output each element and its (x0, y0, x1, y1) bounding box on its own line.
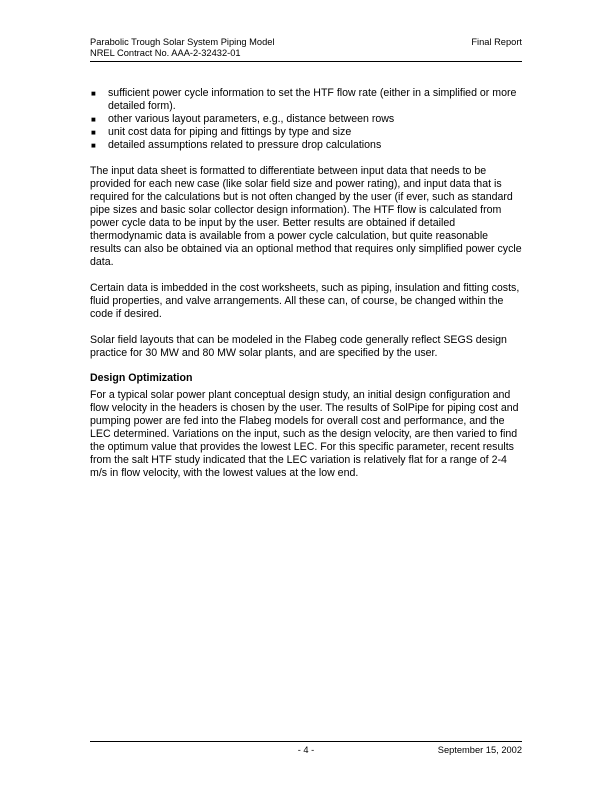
page-number: - 4 - (297, 745, 315, 755)
list-item (90, 113, 522, 126)
square-bullet-icon: ■ (91, 115, 96, 124)
header-report-label: Final Report (471, 37, 522, 47)
footer-divider (90, 741, 522, 742)
paragraph-cost-worksheets: Certain data is imbedded in the cost worksheets, such as piping, insulation and fitting costs, fluid properties, and valve arrangements. All these can, of course, be changed within the code if desired. (90, 282, 520, 320)
list-item-text: other various layout parameters, e.g., distance between rows (108, 113, 395, 125)
page-header (90, 37, 522, 63)
square-bullet-icon: ■ (91, 128, 96, 137)
report-date: September 15, 2002 (437, 745, 522, 755)
page-body (90, 87, 522, 480)
header-title-line2: NREL Contract No. AAA-2-32432-01 (90, 48, 241, 58)
square-bullet-icon: ■ (91, 89, 96, 98)
list-item (90, 87, 522, 113)
header-title-block (90, 37, 274, 59)
paragraph-input-data-sheet: The input data sheet is formatted to differentiate between input data that needs to be provided for each new case (like solar field size and power rating), and input data that is required for the calculations but is not often changed by the user (if ever, such as standard pipe sizes and basic solar collector design information). The HTF flow is calculated from power cycle data to be input by the user. Better results are obtained if detailed thermodynamic data is available from a power cycle calculation, but quite reasonable results can also be obtained via an optional method that requires only simplified power cycle data. (90, 165, 522, 268)
requirements-list (90, 87, 522, 152)
square-bullet-icon: ■ (91, 141, 96, 150)
list-item (90, 139, 522, 152)
header-title-line1: Parabolic Trough Solar System Piping Model (90, 37, 275, 47)
list-item-text: sufficient power cycle information to set the HTF flow rate (either in a simplified or more detailed form). (108, 87, 517, 112)
paragraph-design-optimization: For a typical solar power plant conceptual design study, an initial design configuration and flow velocity in the headers is chosen by the user. The results of SolPipe for piping cost and pumping power are fed into the Flabeg models for overall cost and performance, and the LEC determined. Variations on the input, such as the design velocity, are then varied to find the optimum value that provides the lowest LEC. For this specific parameter, recent results from the salt HTF study indicated that the LEC variation is relatively flat for a range of 2-4 m/s in flow velocity, with the lowest values at the low end. (90, 389, 519, 479)
list-item-text: detailed assumptions related to pressure drop calculations (108, 139, 382, 151)
page-footer (90, 745, 522, 757)
header-divider (90, 61, 522, 62)
section-heading: Design Optimization (90, 372, 193, 384)
list-item-text: unit cost data for piping and fittings by type and size (108, 126, 352, 138)
list-item (90, 126, 522, 139)
paragraph-field-layouts: Solar field layouts that can be modeled in the Flabeg code generally reflect SEGS design practice for 30 MW and 80 MW solar plants, and are specified by the user. (90, 334, 507, 359)
